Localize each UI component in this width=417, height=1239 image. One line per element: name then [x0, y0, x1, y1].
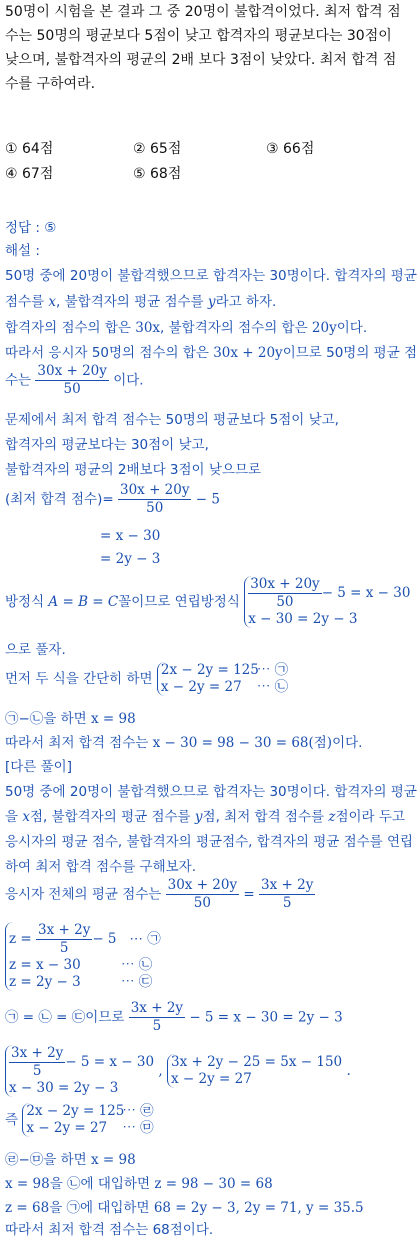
solution-line: 따라서 최저 합격 점수는 68점이다. — [5, 1222, 214, 1238]
solution-line: ㉠ = ㉡ = ㉢이므로 $\frac{3x + 2y}{5}$ − 5 = x − 30 = 2y − 3 — [5, 1000, 343, 1034]
choice-5[interactable]: ⑤ 68점 — [133, 166, 182, 182]
solution-line: (최저 합격 점수)= $\frac{30x + 20y}{50}$ − 5 — [5, 482, 220, 516]
equation-system: $\frac{30x + 20y}{50}$ − 5 = x − 30 x − 30 = 2y − 3 — [244, 576, 410, 628]
equation-system: z = $\frac{3x + 2y}{5}$ − 5 ⋯ ㉠ z = x − 30 ⋯ ㉡ z = 2y − 3 ⋯ ㉢ — [5, 922, 161, 991]
fraction: $\frac{3x + 2y}{5}$ — [130, 1000, 184, 1034]
fraction: $\frac{30x + 20y}{50}$ — [37, 363, 107, 397]
solution-line: 을 x점, 불합격자의 평균 점수를 y점, 최저 합격 점수를 z점이라 두고 — [5, 809, 405, 825]
solution-line: 점수를 x, 불합격자의 평균 점수를 y라고 하자. — [5, 294, 277, 310]
solution-line: z = 68을 ㉠에 대입하면 68 = 2y − 3, 2y = 71, y = 35.5 — [5, 1200, 364, 1216]
equation-line: = 2y − 3 — [100, 551, 161, 567]
alt-solution-title: [다른 풀이] — [5, 759, 72, 775]
solution-line: 합격자의 점수의 합은 30x, 불합격자의 점수의 합은 20y이다. — [5, 320, 368, 336]
solution-line: 응시자의 평균 점수, 불합격자의 평균점수, 합격자의 평균 점수를 연립 — [5, 834, 414, 850]
fraction: $\frac{30x + 20y}{50}$ — [167, 877, 238, 911]
solution-line: 으로 풀자. — [5, 642, 66, 658]
solution-line: 문제에서 최저 합격 점수는 50명의 평균보다 5점이 낮고, — [5, 412, 339, 428]
solution-line: 합격자의 평균보다는 30점이 낮고, — [5, 437, 209, 453]
solution-line: 방정식 A = B = C꼴이므로 연립방정식 $\frac{30x + 20y}{50}$ − 5 = x − 30 x − 30 = 2y − 3 — [5, 576, 411, 627]
solution-line: 50명 중에 20명이 불합격했으므로 합격자는 30명이다. 합격자의 평균 — [5, 268, 417, 284]
answer-line: 정답 : ⑤ — [5, 220, 57, 236]
equation-system: 2x − 2y = 125⋯ ㉠ x − 2y = 27 ⋯ ㉡ — [157, 662, 288, 696]
question-line: 수는 50명의 평균보다 5점이 낮고 합격자의 평균보다는 30점이 — [5, 28, 392, 44]
question-line: 낮으며, 불합격자의 평균의 2배 보다 3점이 낮았다. 최저 합격 점 — [5, 52, 397, 68]
solution-line: 따라서 응시자 50명의 점수의 합은 30x + 20y이므로 50명의 평균 점 — [5, 345, 417, 361]
fraction: $\frac{3x + 2y}{5}$ — [261, 877, 314, 911]
solution-line: 즉 2x − 2y = 125⋯ ㉣ x − 2y = 27 ⋯ ㉤ — [5, 1103, 154, 1136]
solution-line: 불합격자의 평균의 2배보다 3점이 낮으므로 — [5, 462, 262, 478]
solution-line: 먼저 두 식을 간단히 하면 2x − 2y = 125⋯ ㉠ x − 2y = 27 ⋯ ㉡ — [5, 662, 289, 695]
solution-line: 따라서 최저 합격 점수는 x − 30 = 98 − 30 = 68(점)이다. — [5, 735, 363, 751]
fraction: $\frac{30x + 20y}{50}$ — [119, 482, 190, 516]
solution-line: x = 98을 ㉡에 대입하면 z = 98 − 30 = 68 — [5, 1176, 273, 1192]
solution-line: 응시자 전체의 평균 점수는 $\frac{30x + 20y}{50}$ = $\frac{3x + 2y}{5}$ — [5, 877, 314, 911]
choice-4[interactable]: ④ 67점 — [5, 166, 54, 182]
solution-line: 수는 $\frac{30x + 20y}{50}$ 이다. — [5, 363, 144, 397]
explanation-label: 해설 : — [5, 243, 40, 259]
question-line: 50명이 시험을 본 결과 그 중 20명이 불합격이었다. 최저 합격 점 — [5, 4, 401, 20]
question-text — [5, 0, 401, 96]
equation-line: = x − 30 — [100, 528, 161, 544]
solution-line: 하여 최저 합격 점수를 구해보자. — [5, 859, 196, 875]
choice-3[interactable]: ③ 66점 — [266, 141, 315, 157]
solution-line: 50명 중에 20명이 불합격했으므로 합격자는 30명이다. 합격자의 평균 — [5, 784, 417, 800]
choice-1[interactable]: ① 64점 — [5, 141, 54, 157]
equation-pair: $\frac{3x + 2y}{5}$ − 5 = x − 30 x − 30 = 2y − 3 , 3x + 2y − 25 = 5x − 150 x − 2y = 27 . — [5, 1045, 351, 1097]
question-line: 수를 구하여라. — [5, 76, 96, 92]
solution-line: ㉣−㉤을 하면 x = 98 — [5, 1152, 136, 1168]
equation-system: 2x − 2y = 125⋯ ㉣ x − 2y = 27 ⋯ ㉤ — [22, 1103, 153, 1137]
solution-line: ㉠−㉡을 하면 x = 98 — [5, 711, 136, 727]
choice-2[interactable]: ② 65점 — [133, 141, 182, 157]
